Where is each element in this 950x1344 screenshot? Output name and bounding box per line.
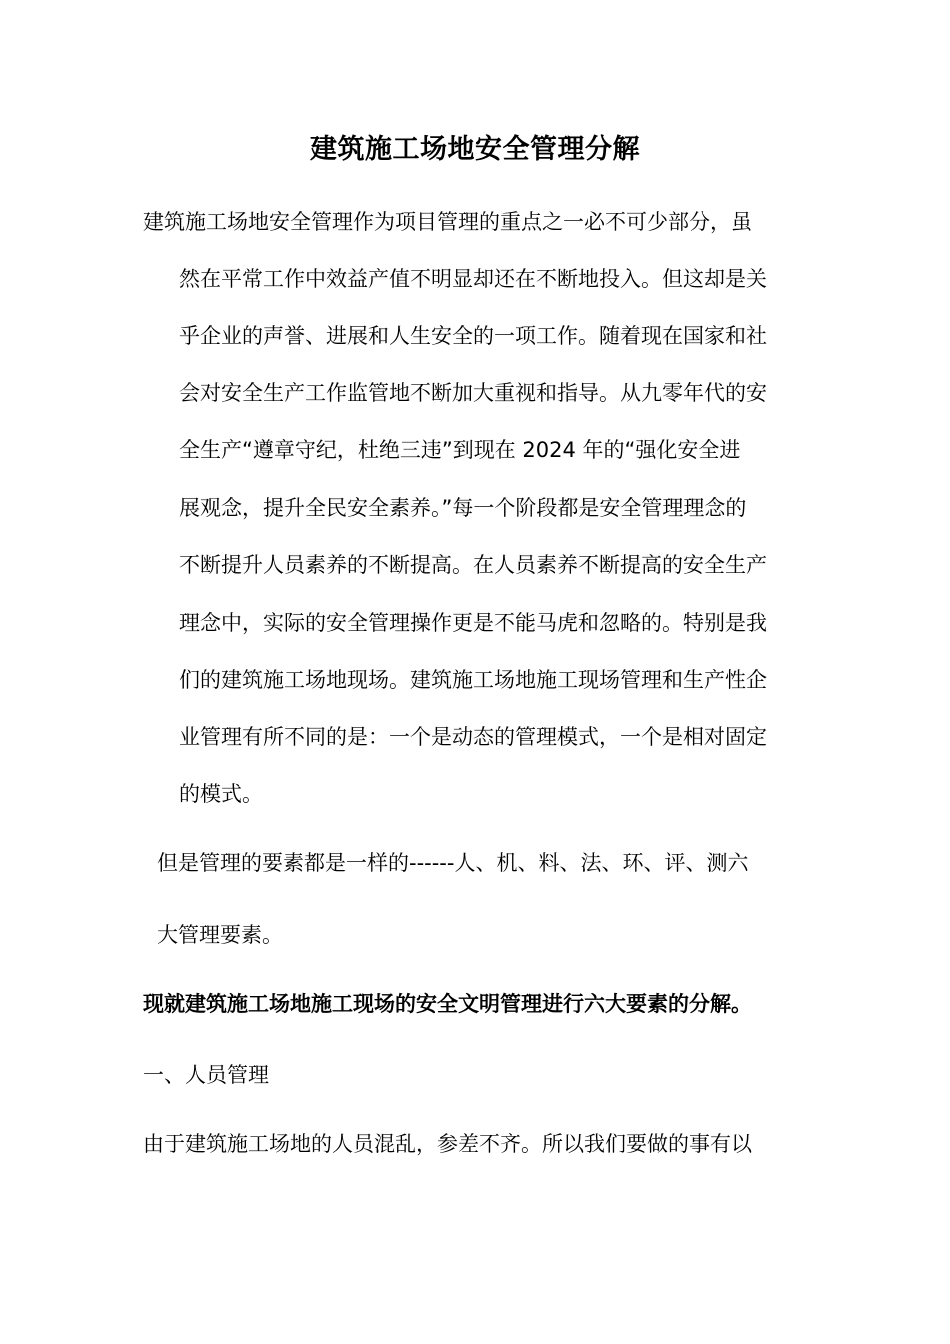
- paragraph-line: 乎企业的声誉、进展和人生安全的一项工作。随着现在国家和社: [179, 324, 767, 348]
- paragraph-line: 的模式。: [179, 782, 263, 806]
- paragraph-line: 理念中，实际的安全管理操作更是不能马虎和忽略的。特别是我: [179, 611, 767, 635]
- document-title: 建筑施工场地安全管理分解: [310, 134, 640, 165]
- paragraph-line: 但是管理的要素都是一样的------人、机、料、法、环、评、测六: [157, 851, 749, 875]
- paragraph-line: 建筑施工场地安全管理作为项目管理的重点之一必不可少部分，虽: [143, 210, 752, 234]
- paragraph-line: 然在平常工作中效益产值不明显却还在不断地投入。但这却是关: [179, 267, 767, 291]
- section-heading: 一、人员管理: [143, 1063, 269, 1087]
- paragraph-line: 大管理要素。: [157, 923, 283, 947]
- paragraph-line: 全生产“遵章守纪，杜绝三违”到现在 2024 年的“强化安全进: [179, 438, 741, 462]
- paragraph-line: 展观念，提升全民安全素养。”每一个阶段都是安全管理理念的: [179, 496, 747, 520]
- paragraph-line: 会对安全生产工作监管地不断加大重视和指导。从九零年代的安: [179, 381, 767, 405]
- paragraph-line: 们的建筑施工场地现场。建筑施工场地施工现场管理和生产性企: [179, 668, 767, 692]
- paragraph-line: 由于建筑施工场地的人员混乱，参差不齐。所以我们要做的事有以: [143, 1132, 752, 1156]
- paragraph-line: 业管理有所不同的是：一个是动态的管理模式，一个是相对固定: [179, 725, 767, 749]
- bold-statement: 现就建筑施工场地施工现场的安全文明管理进行六大要素的分解。: [143, 992, 752, 1016]
- paragraph-line: 不断提升人员素养的不断提高。在人员素养不断提高的安全生产: [179, 553, 767, 577]
